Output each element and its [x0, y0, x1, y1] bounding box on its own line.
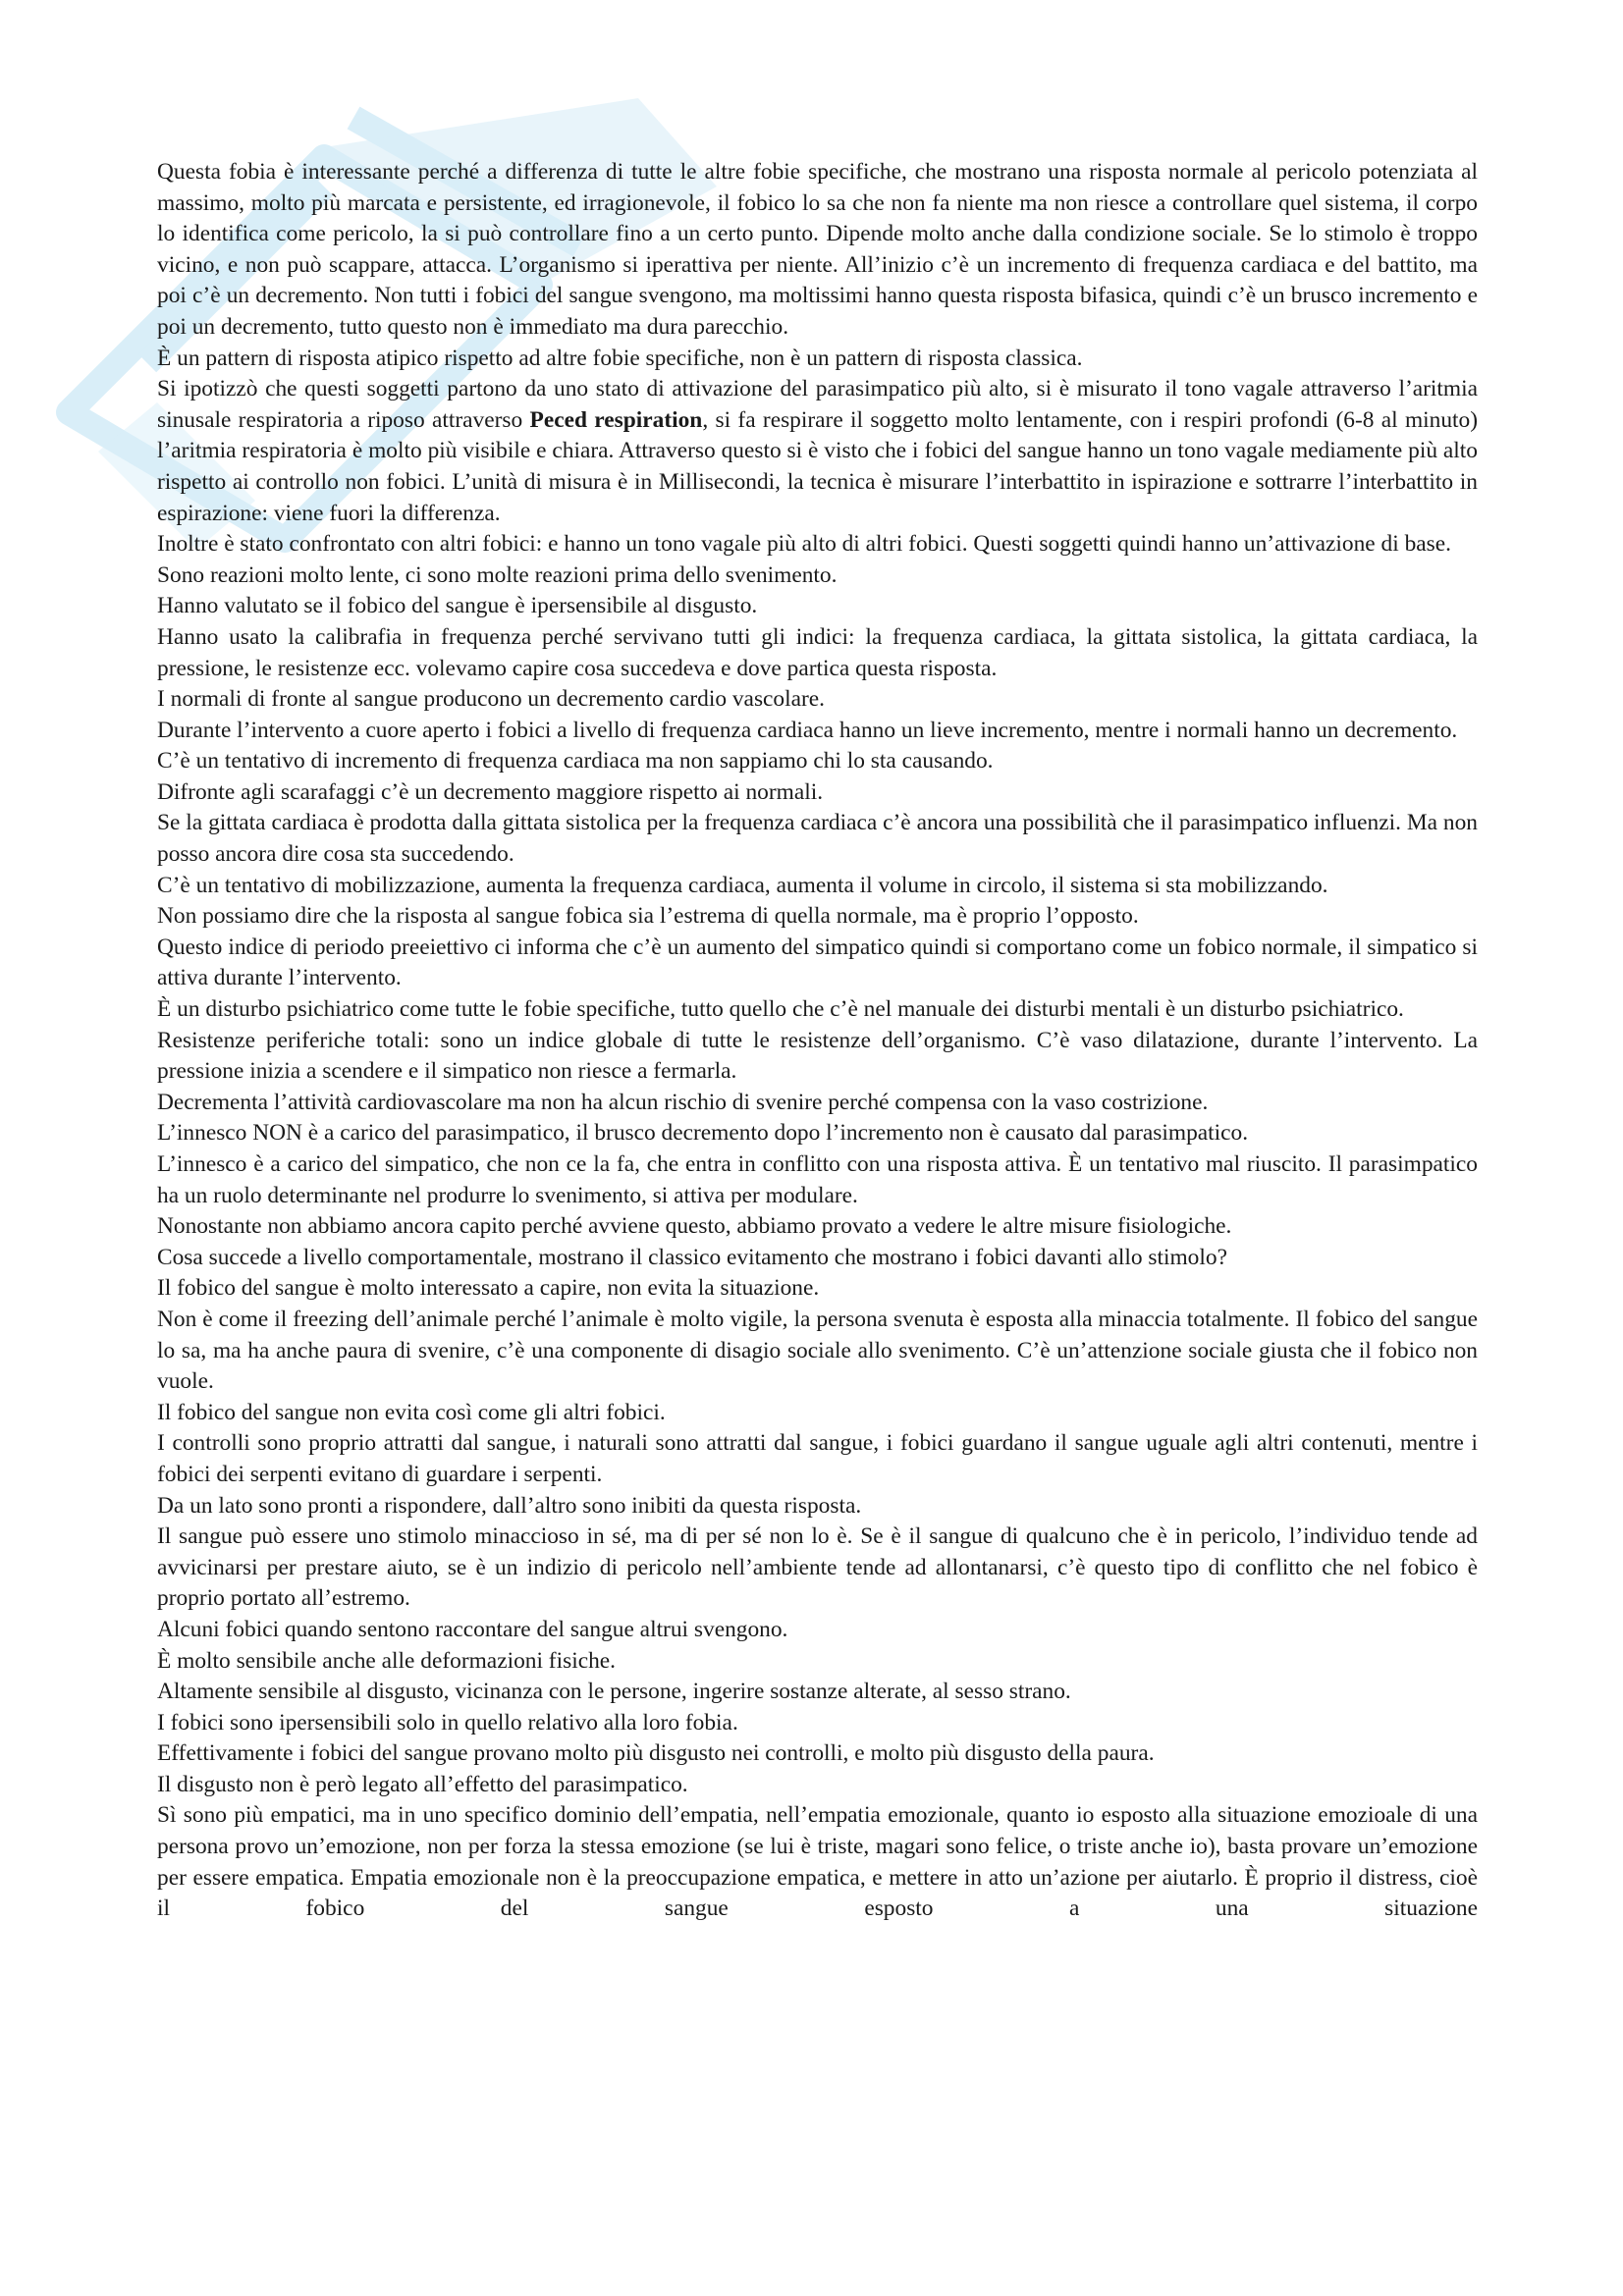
- document-body: [157, 157, 1478, 1925]
- paragraph: Nonostante non abbiamo ancora capito perché avviene questo, abbiamo provato a vedere le altre misure fisiologiche.: [157, 1213, 1232, 1240]
- paragraph: Il fobico del sangue non evita così come gli altri fobici.: [157, 1399, 666, 1425]
- paragraph: C’è un tentativo di mobilizzazione, aumenta la frequenza cardiaca, aumenta il volume in circolo, il sistema si sta mobilizzando.: [157, 872, 1328, 898]
- paragraph: I controlli sono proprio attratti dal sangue, i naturali sono attratti dal sangue, i fobici guardano il sangue uguale agli altri contenuti, mentre i fobici dei serpenti evitano di guardare i serpenti.: [157, 1430, 1478, 1487]
- paragraph: Hanno valutato se il fobico del sangue è ipersensibile al disgusto.: [157, 593, 758, 619]
- paragraph: Effettivamente i fobici del sangue provano molto più disgusto nei controlli, e molto più disgusto della paura.: [157, 1740, 1155, 1767]
- paragraph: Difronte agli scarafaggi c’è un decremento maggiore rispetto ai normali.: [157, 778, 824, 805]
- paragraph: C’è un tentativo di incremento di frequenza cardiaca ma non sappiamo chi lo sta causando.: [157, 748, 994, 774]
- paragraph: L’innesco è a carico del simpatico, che non ce la fa, che entra in conflitto con una risposta attiva. È un tentativo mal riuscito. Il parasimpatico ha un ruolo determinante nel produrre lo svenimento, si attiva per modulare.: [157, 1151, 1478, 1208]
- paragraph: Questa fobia è interessante perché a differenza di tutte le altre fobie specifiche, che mostrano una risposta normale al pericolo potenziata al massimo, molto più marcata e persistente, ed irragionevole, il fobico lo sa che non fa niente ma non riesce a controllare quel sistema, il corpo lo identifica come pericolo, la si può controllare fino a un certo punto. Dipende molto anche dalla condizione sociale. Se lo stimolo è troppo vicino, e non può scappare, attacca. L’organismo si iperattiva per niente. All’inizio c’è un incremento di frequenza cardiaca e del battito, ma poi c’è un decremento. Non tutti i fobici del sangue svengono, ma moltissimi hanno questa risposta bifasica, quindi c’è un brusco incremento e poi un decremento, tutto questo non è immediato ma dura parecchio.: [157, 159, 1478, 340]
- paragraph: Decrementa l’attività cardiovascolare ma non ha alcun rischio di svenire perché compensa con la vaso costrizione.: [157, 1089, 1209, 1115]
- paragraph: È un pattern di risposta atipico rispetto ad altre fobie specifiche, non è un pattern di risposta classica.: [157, 345, 1083, 371]
- paragraph: Resistenze periferiche totali: sono un indice globale di tutte le resistenze dell’organismo. C’è vaso dilatazione, durante l’intervento. La pressione inizia a scendere e il simpatico non riesce a fermarla.: [157, 1027, 1478, 1085]
- paragraph: Non possiamo dire che la risposta al sangue fobica sia l’estrema di quella normale, ma è proprio l’opposto.: [157, 903, 1139, 930]
- paragraph: I normali di fronte al sangue producono un decremento cardio vascolare.: [157, 686, 826, 713]
- paragraph: Il disgusto non è però legato all’effetto del parasimpatico.: [157, 1771, 688, 1797]
- bold-term: Peced respiration: [529, 406, 703, 433]
- paragraph: È un disturbo psichiatrico come tutte le fobie specifiche, tutto quello che c’è nel manuale dei disturbi mentali è un disturbo psichiatrico.: [157, 996, 1404, 1023]
- paragraph: L’innesco NON è a carico del parasimpatico, il brusco decremento dopo l’incremento non è causato dal parasimpatico.: [157, 1120, 1249, 1147]
- paragraph: Il sangue può essere uno stimolo minaccioso in sé, ma di per sé non lo è. Se è il sangue di qualcuno che è in pericolo, l’individuo tende ad avvicinarsi per prestare aiuto, se è un indizio di pericolo nell’ambiente tende ad allontanarsi, c’è questo tipo di conflitto che nel fobico è proprio portato all’estremo.: [157, 1523, 1478, 1612]
- paragraph: Altamente sensibile al disgusto, vicinanza con le persone, ingerire sostanze alterate, al sesso strano.: [157, 1679, 1071, 1705]
- paragraph: Il fobico del sangue è molto interessato a capire, non evita la situazione.: [157, 1275, 820, 1302]
- paragraph: Hanno usato la calibrafia in frequenza perché servivano tutti gli indici: la frequenza cardiaca, la gittata sistolica, la gittata cardiaca, la pressione, le resistenze ecc. volevamo capire cosa succedeva e dove partica questa risposta.: [157, 623, 1478, 681]
- paragraph: [157, 374, 1478, 529]
- paragraph: Alcuni fobici quando sentono raccontare del sangue altrui svengono.: [157, 1616, 788, 1642]
- paragraph: I fobici sono ipersensibili solo in quello relativo alla loro fobia.: [157, 1709, 738, 1735]
- paragraph: Non è come il freezing dell’animale perché l’animale è molto vigile, la persona svenuta è esposta alla minaccia totalmente. Il fobico del sangue lo sa, ma ha anche paura di svenire, c’è una componente di disagio sociale allo svenimento. C’è un’attenzione sociale giusta che il fobico non vuole.: [157, 1306, 1478, 1395]
- paragraph: Inoltre è stato confrontato con altri fobici: e hanno un tono vagale più alto di altri fobici. Questi soggetti quindi hanno un’attivazione di base.: [157, 531, 1451, 558]
- paragraph: Sono reazioni molto lente, ci sono molte reazioni prima dello svenimento.: [157, 561, 838, 588]
- paragraph: Da un lato sono pronti a rispondere, dall’altro sono inibiti da questa risposta.: [157, 1492, 862, 1519]
- paragraph: Se la gittata cardiaca è prodotta dalla gittata sistolica per la frequenza cardiaca c’è ancora una possibilità che il parasimpatico influenzi. Ma non posso ancora dire cosa sta succedendo.: [157, 810, 1478, 868]
- paragraph: Sì sono più empatici, ma in uno specifico dominio dell’empatia, nell’empatia emozionale, quanto io esposto alla situazione emozioale di una persona provo un’emozione, non per forza la stessa emozione (se lui è triste, magari sono felice, o triste anche io), basta provare un’emozione per essere empatica. Empatia emozionale non è la preoccupazione empatica, e mettere in atto un’azione per aiutarlo. È proprio il distress, cioè il fobico del sangue esposto a una situazione: [157, 1802, 1478, 1922]
- paragraph-text: Si ipotizzò che questi soggetti partono da uno stato di attivazione del parasimpatico più alto, si è misurato il tono vagale attraverso l’aritmia sinusale respiratoria a riposo attraverso: [157, 376, 1478, 433]
- paragraph: Cosa succede a livello comportamentale, mostrano il classico evitamento che mostrano i fobici davanti allo stimolo?: [157, 1244, 1227, 1270]
- paragraph-text: , si fa respirare il soggetto molto lentamente, con i respiri profondi (6-8 al minuto) l’aritmia respiratoria è molto più visibile e chiara. Attraverso questo si è visto che i fobici del sangue hanno un tono vagale mediamente più alto rispetto ai controllo non fobici. L’unità di misura è in Millisecondi, la tecnica è misurare l’interbattito in ispirazione e sottrarre l’interbattito in espirazione: viene fuori la differenza.: [157, 406, 1479, 526]
- paragraph: È molto sensibile anche alle deformazioni fisiche.: [157, 1647, 617, 1674]
- paragraph: Durante l’intervento a cuore aperto i fobici a livello di frequenza cardiaca hanno un lieve incremento, mentre i normali hanno un decremento.: [157, 717, 1458, 743]
- paragraph: Questo indice di periodo preeiettivo ci informa che c’è un aumento del simpatico quindi si comportano come un fobico normale, il simpatico si attiva durante l’intervento.: [157, 934, 1478, 991]
